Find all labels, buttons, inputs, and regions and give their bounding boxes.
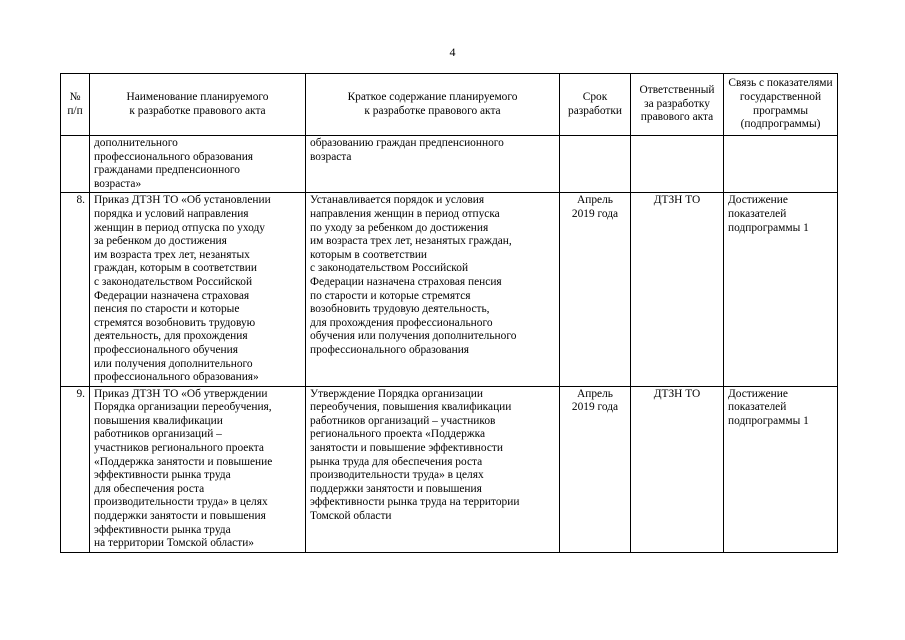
table-row <box>61 193 838 386</box>
header-name: Наименование планируемого к разработке правового акта <box>90 74 306 136</box>
row-responsible: ДТЗН ТО <box>631 386 724 552</box>
page-number: 4 <box>449 45 456 59</box>
row-link: Достижение показателей подпрограммы 1 <box>724 386 838 552</box>
header-responsible: Ответственный за разработку правового акта <box>631 74 724 136</box>
row-term <box>560 136 631 193</box>
header-link: Связь с показателями государственной программы (подпрограммы) <box>724 74 838 136</box>
row-responsible: ДТЗН ТО <box>631 193 724 386</box>
row-name: Приказ ДТЗН ТО «Об установлении порядка и условий направления женщин в период отпуска по уходу за ребенком до достижения им возраста трех лет, незанятых граждан, которым в соответствии с законодательством Российской Федерации назначена страховая пенсия по старости и которые стремятся возобновить трудовую деятельность, для прохождения профессионального обучения или получения дополнительного профессионального образования» <box>90 193 306 386</box>
row-content: Устанавливается порядок и условия направления женщин в период отпуска по уходу за ребенком до достижения им возраста трех лет, незанятых граждан, которым в соответствии с законодательством Российской Федерации назначена страховая пенсия по старости и которые стремятся возобновить трудовую деятельность, для прохождения профессионального обучения или получения дополнительного профессионального образования <box>306 193 560 386</box>
legal-acts-plan-table <box>60 73 838 553</box>
row-content: образованию граждан предпенсионного возраста <box>306 136 560 193</box>
table-row <box>61 136 838 193</box>
row-name: Приказ ДТЗН ТО «Об утверждении Порядка организации переобучения, повышения квалификации работников организаций – участников регионального проекта «Поддержка занятости и повышение эффективности рынка труда для обеспечения роста производительности труда» в целях поддержки занятости и повышения эффективности рынка труда на территории Томской области» <box>90 386 306 552</box>
row-link: Достижение показателей подпрограммы 1 <box>724 193 838 386</box>
row-num: 8. <box>61 193 90 386</box>
row-link <box>724 136 838 193</box>
row-num <box>61 136 90 193</box>
row-term: Апрель 2019 года <box>560 193 631 386</box>
row-term: Апрель 2019 года <box>560 386 631 552</box>
table-header-row <box>61 74 838 136</box>
row-content: Утверждение Порядка организации переобучения, повышения квалификации работников организаций – участников регионального проекта «Поддержка занятости и повышение эффективности рынка труда для обеспечения роста производительности труда» в целях поддержки занятости и повышения эффективности рынка труда на территории Томской области <box>306 386 560 552</box>
header-content: Краткое содержание планируемого к разработке правового акта <box>306 74 560 136</box>
row-num: 9. <box>61 386 90 552</box>
row-responsible <box>631 136 724 193</box>
table-row <box>61 386 838 552</box>
row-name: дополнительного профессионального образования гражданами предпенсионного возраста» <box>90 136 306 193</box>
header-term: Срок разработки <box>560 74 631 136</box>
header-num: № п/п <box>61 74 90 136</box>
